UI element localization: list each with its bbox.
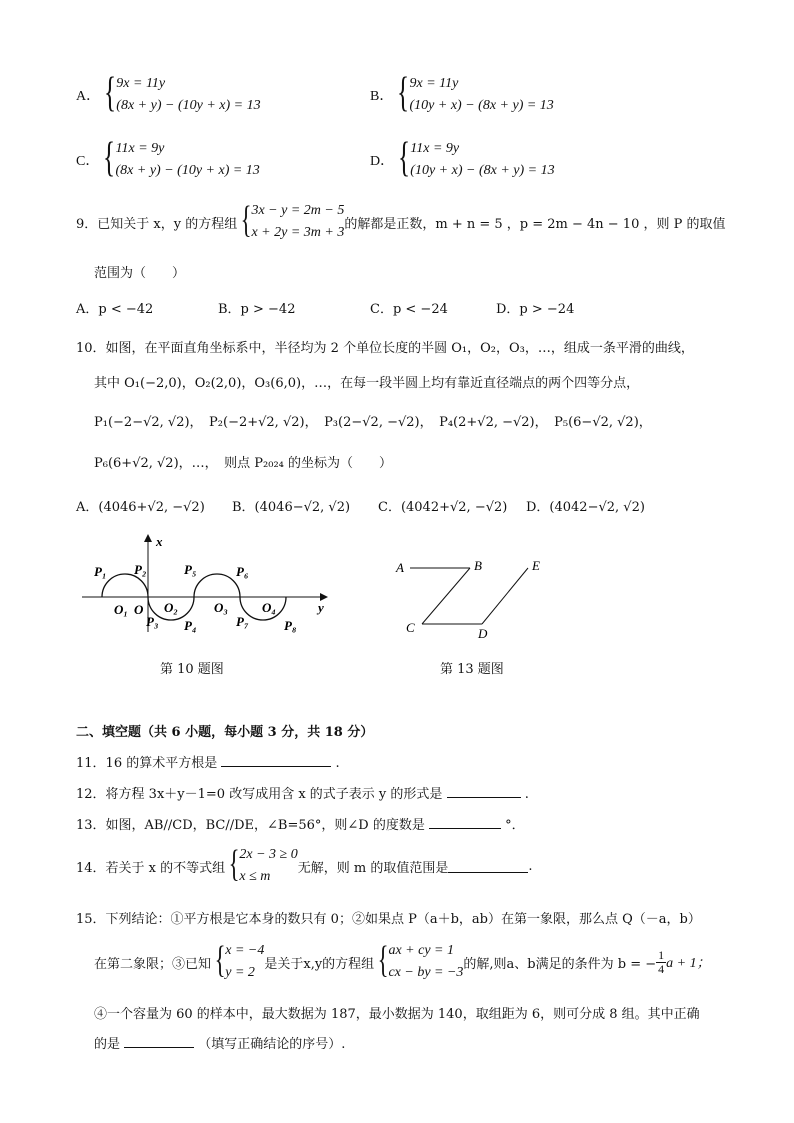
arrow-icon — [144, 534, 152, 542]
q10-line3: P₁(−2−√2, √2)， P₂(−2+√2, √2)， P₃(2−√2, −√2)， P₄(2+√2, −√2)， P₅(6−√2, √2)， — [94, 415, 652, 430]
q10-option-c: C．(4042+√2, −√2) — [378, 500, 508, 515]
q10-line2: 其中 O₁(−2,0)，O₂(2,0)，O₃(6,0)，…，在每一段半圆上均有靠近直径端点的两个四等分点， — [94, 376, 640, 391]
option-label: D． — [370, 154, 395, 169]
label-p4: P₄ — [184, 618, 197, 633]
equation: (8x + y) − (10y + x) = 13 — [116, 98, 261, 113]
semicircle-o3 — [194, 574, 240, 597]
brace-icon: { — [398, 135, 411, 181]
q8-option-d — [370, 135, 555, 182]
answer-blank[interactable] — [447, 785, 521, 798]
label-o3: O₃ — [214, 600, 228, 615]
label-a: A — [396, 560, 404, 575]
equation: x + 2y = 3m + 3 — [251, 225, 345, 240]
option-label: A． — [76, 89, 101, 104]
equation: 3x − y = 2m − 5 — [251, 203, 345, 218]
label-p5: P₅ — [184, 562, 197, 577]
q14-pre: 14．若关于 x 的不等式组 — [76, 860, 226, 876]
q15-line2 — [94, 940, 711, 984]
answer-blank[interactable] — [124, 1035, 194, 1048]
q10-line4: P₆(6+√2, √2)，…， 则点 P₂₀₂₄ 的坐标为（ ） — [94, 456, 392, 471]
brace-icon: { — [103, 135, 116, 181]
q9-option-a: A．p < −42 — [76, 302, 154, 317]
label-d: D — [478, 626, 488, 641]
brace-icon: { — [397, 70, 410, 116]
equation: (10y + x) − (8x + y) = 13 — [409, 98, 554, 113]
q10-line1: 10．如图，在平面直角坐标系中，半径均为 2 个单位长度的半圆 O₁，O₂，O₃，…，组成一条平滑的曲线， — [76, 341, 694, 356]
q15-line1: 15．下列结论：①平方根是它本身的数只有 0；②如果点 P（a＋b，ab）在第一象限，那么点 Q（－a，b） — [76, 912, 701, 927]
equation: ax + cy = 1 — [388, 943, 454, 958]
section-title: 二、填空题（共 6 小题，每小题 3 分，共 18 分） — [76, 725, 374, 740]
equation: x = −4 — [225, 943, 265, 958]
q15-line2-post: 的解,则a、b满足的条件为 b = − — [463, 956, 657, 972]
q9-line1 — [76, 200, 726, 244]
inequality: x ≤ m — [239, 869, 271, 884]
q14 — [76, 844, 532, 888]
equation: y = 2 — [225, 965, 255, 980]
label-p6: P₆ — [236, 564, 249, 579]
equation: 11x = 9y — [410, 141, 460, 156]
fraction-numerator: 1 — [658, 947, 665, 962]
label-c: C — [406, 620, 415, 635]
inequality: 2x − 3 ≥ 0 — [239, 847, 298, 862]
q15-line2-mid: 是关于x,y的方程组 — [264, 956, 375, 972]
fraction — [656, 949, 666, 976]
equation: 9x = 11y — [116, 76, 166, 91]
label-p8: P₈ — [284, 618, 297, 633]
q9-line2: 范围为（ ） — [94, 266, 186, 281]
semicircle-o1 — [102, 574, 148, 597]
answer-blank[interactable] — [429, 816, 501, 829]
figure-10-caption: 第 10 题图 — [160, 662, 224, 677]
q11-end: . — [335, 756, 340, 771]
brace-icon: { — [240, 199, 252, 241]
q9-option-d: D．p > −24 — [496, 302, 575, 317]
q10-option-d: D．(4042−√2, √2) — [526, 500, 645, 515]
label-p1: P₁ — [94, 564, 107, 579]
q11-text: 11．16 的算术平方根是 — [76, 756, 218, 771]
q13-text: 13．如图，AB//CD，BC//DE，∠B=56°，则∠D 的度数是 — [76, 818, 425, 833]
axis-label-y: y — [318, 600, 324, 615]
fraction-denominator: 4 — [658, 961, 665, 976]
q10-option-a: A．(4046+√2, −√2) — [76, 500, 205, 515]
q15-line2-pre: 在第二象限；③已知 — [94, 956, 212, 972]
q10-option-b: B．(4046−√2, √2) — [232, 500, 351, 515]
q15-line3: ④一个容量为 60 的样本中，最大数据为 187，最小数据为 140，取组距为 6，则可分成 8 组。其中正确 — [94, 1007, 700, 1022]
label-e: E — [532, 558, 540, 573]
brace-icon: { — [214, 939, 226, 981]
figure-13 — [390, 552, 560, 642]
q8-option-c — [76, 135, 260, 182]
q12-text: 12．将方程 3x＋y－1=0 改写成用含 x 的式子表示 y 的形式是 — [76, 787, 443, 802]
label-o4: O₄ — [262, 600, 276, 615]
axis-label-x: x — [156, 534, 163, 549]
label-o1: O₁ — [114, 602, 128, 617]
q12 — [76, 783, 529, 802]
q13 — [76, 814, 525, 833]
q9-option-b: B．p > −42 — [218, 302, 296, 317]
option-label: B． — [370, 89, 394, 104]
label-o2: O₂ — [164, 600, 178, 615]
brace-icon: { — [228, 843, 240, 885]
option-label: C． — [76, 154, 100, 169]
equation: (8x + y) − (10y + x) = 13 — [115, 163, 260, 178]
answer-blank[interactable] — [448, 860, 528, 873]
figure-10 — [80, 532, 340, 642]
q15-line4-post: （填写正确结论的序号）. — [198, 1037, 346, 1052]
q11 — [76, 752, 340, 771]
q15-line2-end: a + 1； — [666, 956, 711, 971]
q9-option-c: C．p < −24 — [370, 302, 448, 317]
q14-post: 无解，则 m 的取值范围是 — [297, 860, 449, 876]
equation: 9x = 11y — [409, 76, 459, 91]
label-o: O — [134, 602, 144, 617]
q9-stem-pre: 9．已知关于 x，y 的方程组 — [76, 216, 238, 232]
figure-13-caption: 第 13 题图 — [440, 662, 504, 677]
brace-icon: { — [104, 70, 117, 116]
segment-bc — [422, 568, 470, 624]
equation: 11x = 9y — [115, 141, 165, 156]
q9-stem-post: 的解都是正数，m + n = 5 ，p = 2m − 4n − 10 ，则 P 的取值 — [344, 216, 726, 232]
equation: (10y + x) − (8x + y) = 13 — [410, 163, 555, 178]
label-p3: P₃ — [146, 614, 159, 629]
q13-end: °． — [505, 818, 525, 833]
label-b: B — [474, 558, 482, 573]
answer-blank[interactable] — [221, 754, 331, 767]
brace-icon: { — [377, 939, 389, 981]
segment-de — [482, 568, 528, 624]
q8-option-a — [76, 70, 261, 117]
q15-line4-pre: 的是 — [94, 1037, 121, 1052]
q8-option-b — [370, 70, 554, 117]
q15-line4 — [94, 1033, 345, 1052]
label-p2: P₂ — [134, 562, 147, 577]
equation: cx − by = −3 — [388, 965, 464, 980]
label-p7: P₇ — [236, 614, 249, 629]
q14-end: . — [528, 858, 533, 874]
q12-end: . — [524, 787, 529, 802]
